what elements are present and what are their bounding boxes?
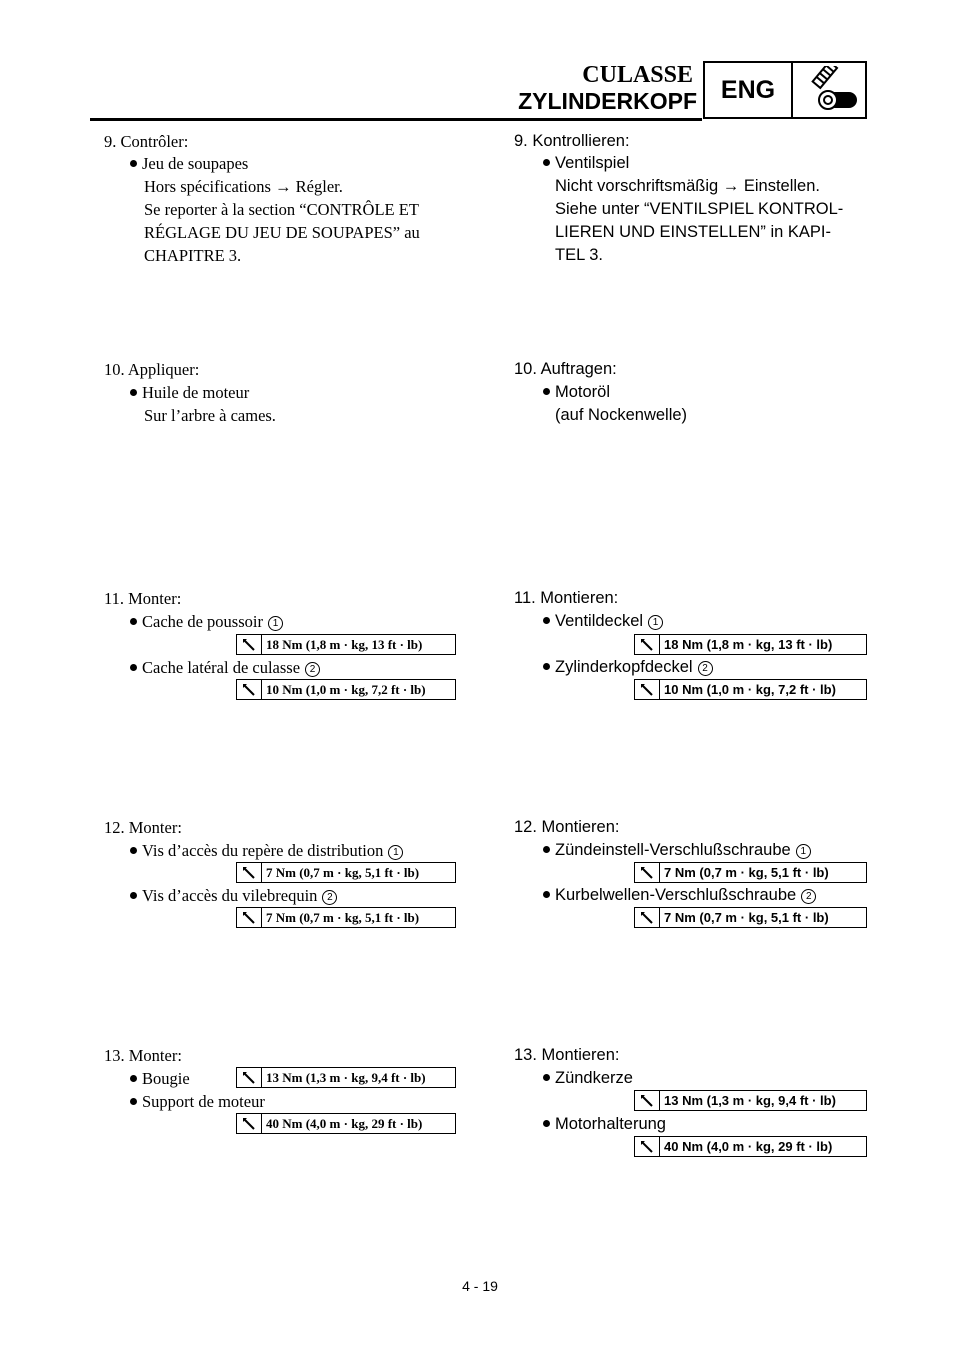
callout-2: 2	[801, 889, 816, 904]
step-9-line-3: LIEREN UND EINSTELLEN” in KAPI-	[555, 223, 831, 241]
step-11-bullet-2-text: Zylinderkopfdeckel	[555, 658, 693, 676]
torque-spec	[236, 907, 456, 928]
step-12-bullet-1	[543, 839, 811, 862]
step-12-bullet-1	[130, 839, 403, 862]
header-title-fr: CULASSE	[582, 62, 693, 88]
callout-2: 2	[305, 662, 320, 677]
torque-wrench-icon	[237, 1068, 262, 1087]
torque-spec	[236, 1067, 456, 1088]
callout-1: 1	[796, 844, 811, 859]
step-12-bullet-2	[130, 884, 337, 907]
step-13-title: 13. Montieren:	[514, 1046, 620, 1064]
step-10-bullet	[543, 381, 610, 404]
step-13-bullet-1-text: Zündkerze	[555, 1069, 633, 1087]
step-9-line-3: RÉGLAGE DU JEU DE SOUPAPES” au	[144, 223, 420, 242]
torque-value: 7 Nm (0,7 m · kg, 5,1 ft · lb)	[664, 865, 829, 880]
step-10-title: 10. Auftragen:	[514, 360, 617, 378]
step-11-bullet-2	[543, 656, 713, 679]
step-13-bullet-1-text: Bougie	[142, 1069, 190, 1088]
step-9-line-1: Hors spécifications → Régler.	[144, 177, 343, 196]
torque-value: 40 Nm (4,0 m · kg, 29 ft · lb)	[266, 1116, 423, 1131]
section-badge-label: ENG	[705, 63, 793, 117]
callout-1: 1	[648, 615, 663, 630]
step-10-line-1: (auf Nockenwelle)	[555, 406, 688, 424]
torque-spec	[634, 634, 867, 655]
torque-wrench-icon	[635, 863, 660, 882]
step-10-bullet-text: Motoröl	[555, 383, 611, 401]
step-9-bullet	[543, 152, 629, 175]
torque-value: 13 Nm (1,3 m · kg, 9,4 ft · lb)	[664, 1093, 836, 1108]
step-9-line-1: Nicht vorschriftsmäßig → Einstellen.	[555, 177, 820, 195]
torque-value: 7 Nm (0,7 m · kg, 5,1 ft · lb)	[266, 865, 420, 880]
torque-wrench-icon	[635, 1091, 660, 1110]
step-9-bullet-text: Ventilspiel	[555, 154, 630, 172]
step-9-line-2: Se reporter à la section “CONTRÔLE ET	[144, 200, 419, 219]
step-13-bullet-1	[543, 1067, 633, 1090]
torque-value: 40 Nm (4,0 m · kg, 29 ft · lb)	[664, 1139, 833, 1154]
step-12-bullet-2	[543, 884, 816, 907]
step-12-title: 12. Monter:	[104, 818, 182, 837]
step-12-bullet-1-text: Zündeinstell-Verschlußschraube	[555, 841, 791, 859]
torque-spec	[634, 1136, 867, 1157]
header-title-de: ZYLINDERKOPF	[518, 88, 697, 114]
step-9-bullet	[130, 152, 248, 175]
step-9-title: 9. Contrôler:	[104, 132, 189, 151]
step-12-title: 12. Montieren:	[514, 818, 620, 836]
torque-value: 18 Nm (1,8 m · kg, 13 ft · lb)	[266, 637, 423, 652]
step-13-bullet-1	[130, 1067, 190, 1090]
step-9-title: 9. Kontrollieren:	[514, 132, 630, 150]
step-13-bullet-2-text: Support de moteur	[142, 1092, 265, 1111]
callout-1: 1	[388, 845, 403, 860]
torque-spec	[634, 679, 867, 700]
step-9-line-4: TEL 3.	[555, 246, 603, 264]
step-11-title: 11. Monter:	[104, 589, 182, 608]
callout-2: 2	[698, 661, 713, 676]
step-9-line-4: CHAPITRE 3.	[144, 246, 242, 265]
step-10-line-1: Sur l’arbre à cames.	[144, 406, 276, 425]
torque-wrench-icon	[237, 635, 262, 654]
step-12-bullet-2-text: Kurbelwellen-Verschlußschraube	[555, 886, 797, 904]
torque-wrench-icon	[237, 680, 262, 699]
step-11-bullet-2-text: Cache latéral de culasse	[142, 658, 301, 677]
callout-1: 1	[268, 616, 283, 631]
torque-value: 7 Nm (0,7 m · kg, 5,1 ft · lb)	[664, 910, 829, 925]
torque-spec	[236, 1113, 456, 1134]
step-11-bullet-1	[130, 610, 283, 633]
step-11-bullet-1	[543, 610, 663, 633]
page-number: 4 - 19	[462, 1278, 498, 1294]
torque-wrench-icon	[635, 908, 660, 927]
torque-wrench-icon	[237, 1114, 262, 1133]
torque-spec	[236, 862, 456, 883]
torque-wrench-icon	[237, 863, 262, 882]
header-rule	[90, 118, 702, 121]
torque-spec	[634, 862, 867, 883]
torque-spec	[236, 679, 456, 700]
step-13-title: 13. Monter:	[104, 1046, 182, 1065]
step-11-bullet-1-text: Cache de poussoir	[142, 612, 263, 631]
torque-value: 7 Nm (0,7 m · kg, 5,1 ft · lb)	[266, 910, 420, 925]
step-13-bullet-2	[130, 1090, 265, 1113]
torque-value: 18 Nm (1,8 m · kg, 13 ft · lb)	[664, 637, 833, 652]
step-11-bullet-2	[130, 656, 320, 679]
torque-wrench-icon	[635, 1137, 660, 1156]
step-10-bullet	[130, 381, 249, 404]
step-11-bullet-1-text: Ventildeckel	[555, 612, 644, 630]
torque-wrench-icon	[635, 680, 660, 699]
torque-value: 10 Nm (1,0 m · kg, 7,2 ft · lb)	[664, 682, 836, 697]
torque-value: 10 Nm (1,0 m · kg, 7,2 ft · lb)	[266, 682, 426, 697]
step-10-bullet-text: Huile de moteur	[142, 383, 250, 402]
step-11-title: 11. Montieren:	[514, 589, 619, 607]
step-13-bullet-2-text: Motorhalterung	[555, 1115, 666, 1133]
torque-spec	[236, 634, 456, 655]
section-badge	[703, 61, 867, 119]
step-10-title: 10. Appliquer:	[104, 360, 200, 379]
step-9-bullet-text: Jeu de soupapes	[142, 154, 249, 173]
step-12-bullet-1-text: Vis d’accès du repère de distribution	[142, 841, 384, 860]
torque-value: 13 Nm (1,3 m · kg, 9,4 ft · lb)	[266, 1070, 426, 1085]
torque-wrench-icon	[635, 635, 660, 654]
engine-head-icon	[793, 63, 865, 117]
torque-spec	[634, 1090, 867, 1111]
step-13-bullet-2	[543, 1113, 666, 1136]
torque-spec	[634, 907, 867, 928]
step-12-bullet-2-text: Vis d’accès du vilebrequin	[142, 886, 318, 905]
step-9-line-2: Siehe unter “VENTILSPIEL KONTROL-	[555, 200, 844, 218]
callout-2: 2	[322, 890, 337, 905]
torque-wrench-icon	[237, 908, 262, 927]
